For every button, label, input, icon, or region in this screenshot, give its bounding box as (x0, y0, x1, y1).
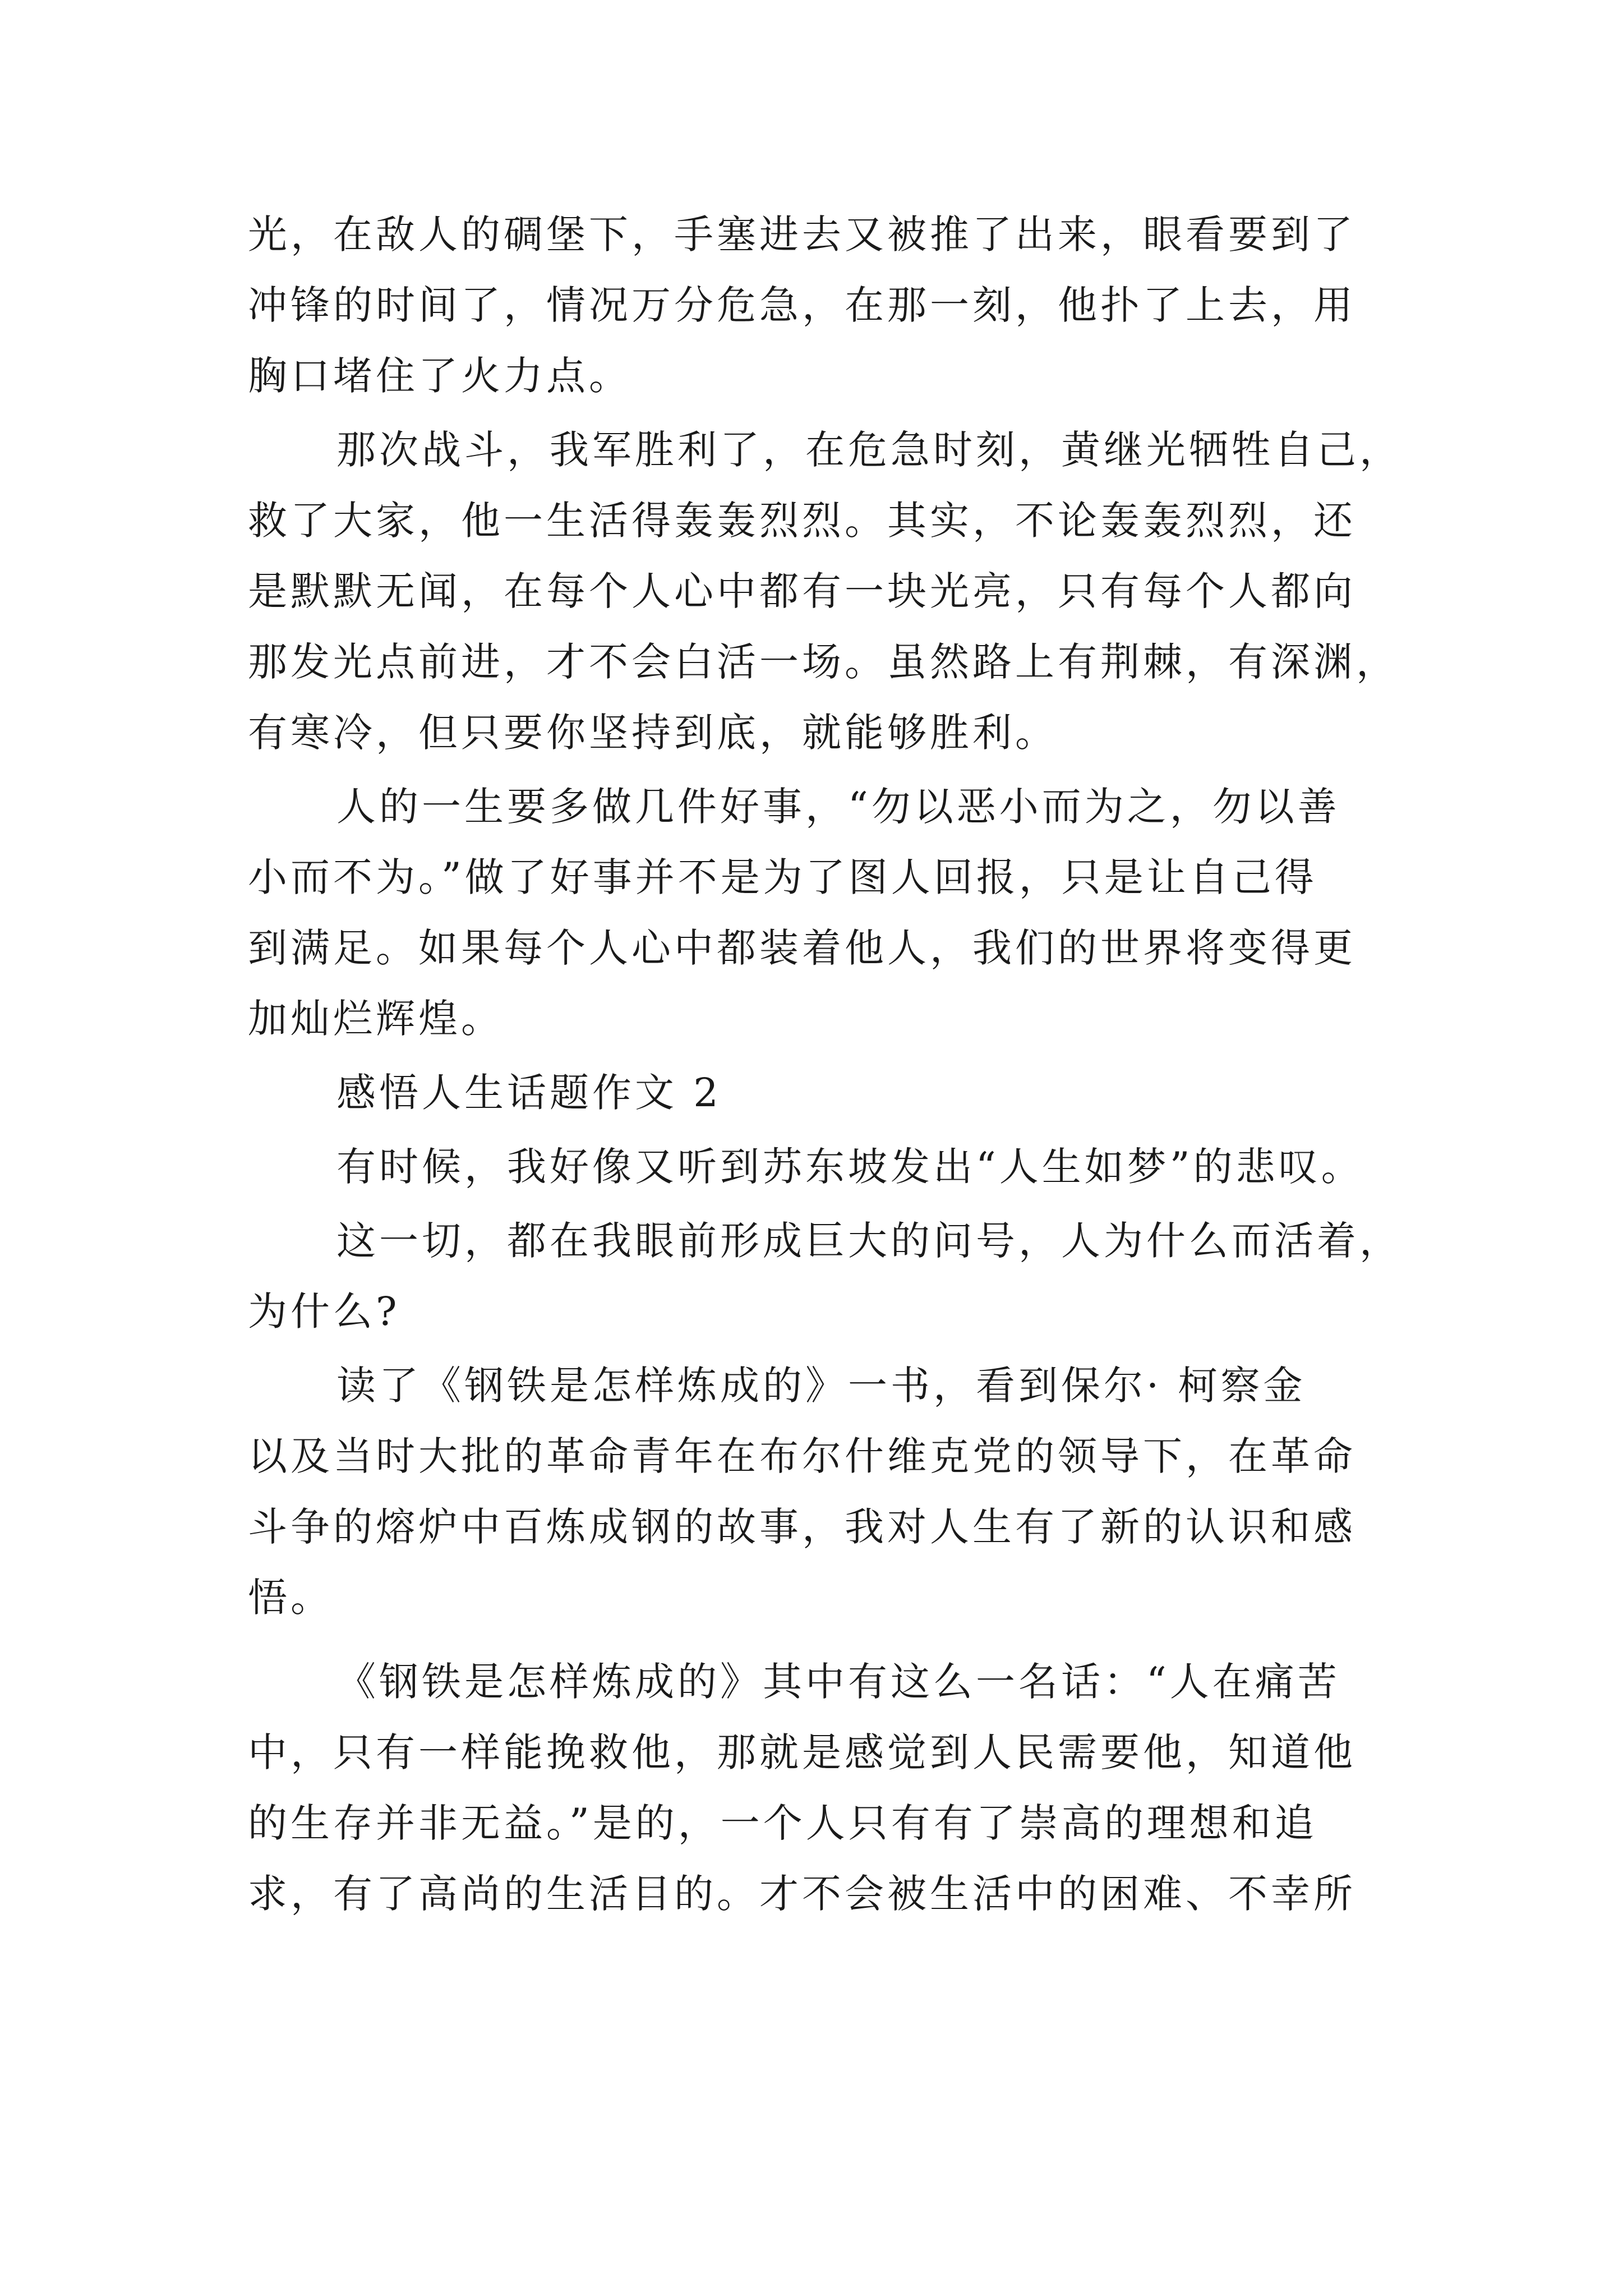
paragraph-first-line: 有时候，我好像又听到苏东坡发出“人生如梦”的悲叹。 (336, 1144, 1364, 1190)
text-line: 悟。 (248, 1575, 333, 1621)
text-line: 到满足。如果每个人心中都装着他人，我们的世界将变得更 (248, 925, 1356, 971)
text-line: 为什么? (248, 1289, 400, 1335)
section-heading: 感悟人生话题作文 2 (336, 1070, 722, 1116)
text-line: 斗争的熔炉中百炼成钢的故事，我对人生有了新的认识和感 (248, 1504, 1356, 1550)
text-line: 冲锋的时间了，情况万分危急，在那一刻，他扑了上去，用 (248, 282, 1356, 328)
text-line: 加灿烂辉煌。 (248, 996, 504, 1042)
paragraph-first-line: 人的一生要多做几件好事，“勿以恶小而为之，勿以善 (336, 784, 1340, 830)
text-line: 中，只有一样能挽救他，那就是感觉到人民需要他，知道他 (248, 1729, 1356, 1775)
text-line: 是默默无闻，在每个人心中都有一块光亮，只有每个人都向 (248, 568, 1356, 614)
document-body (248, 199, 1402, 1929)
paragraph-first-line: 读了《钢铁是怎样炼成的》一书，看到保尔· 柯察金 (336, 1363, 1306, 1409)
text-line: 小而不为。”做了好事并不是为了图人回报，只是让自己得 (248, 854, 1317, 900)
paragraph-first-line: 这一切，都在我眼前形成巨大的问号，人为什么而活着， (336, 1218, 1402, 1264)
text-line: 胸口堵住了火力点。 (248, 353, 631, 399)
text-line: 的生存并非无益。”是的，一个人只有有了崇高的理想和追 (248, 1800, 1317, 1846)
text-line: 救了大家，他一生活得轰轰烈烈。其实，不论轰轰烈烈，还 (248, 498, 1356, 544)
text-line: 光，在敌人的碉堡下，手塞进去又被推了出来，眼看要到了 (248, 211, 1356, 257)
text-line: 求，有了高尚的生活目的。才不会被生活中的困难、不幸所 (248, 1871, 1356, 1917)
text-line: 以及当时大批的革命青年在布尔什维克党的领导下，在革命 (248, 1433, 1356, 1479)
paragraph-first-line: 《钢铁是怎样炼成的》其中有这么一名话：“人在痛苦 (336, 1659, 1340, 1705)
text-line: 那发光点前进，才不会白活一场。虽然路上有荆棘，有深渊， (248, 639, 1399, 685)
text-line: 有寒冷，但只要你坚持到底，就能够胜利。 (248, 710, 1058, 756)
paragraph-first-line: 那次战斗，我军胜利了，在危急时刻，黄继光牺牲自己， (336, 427, 1402, 473)
